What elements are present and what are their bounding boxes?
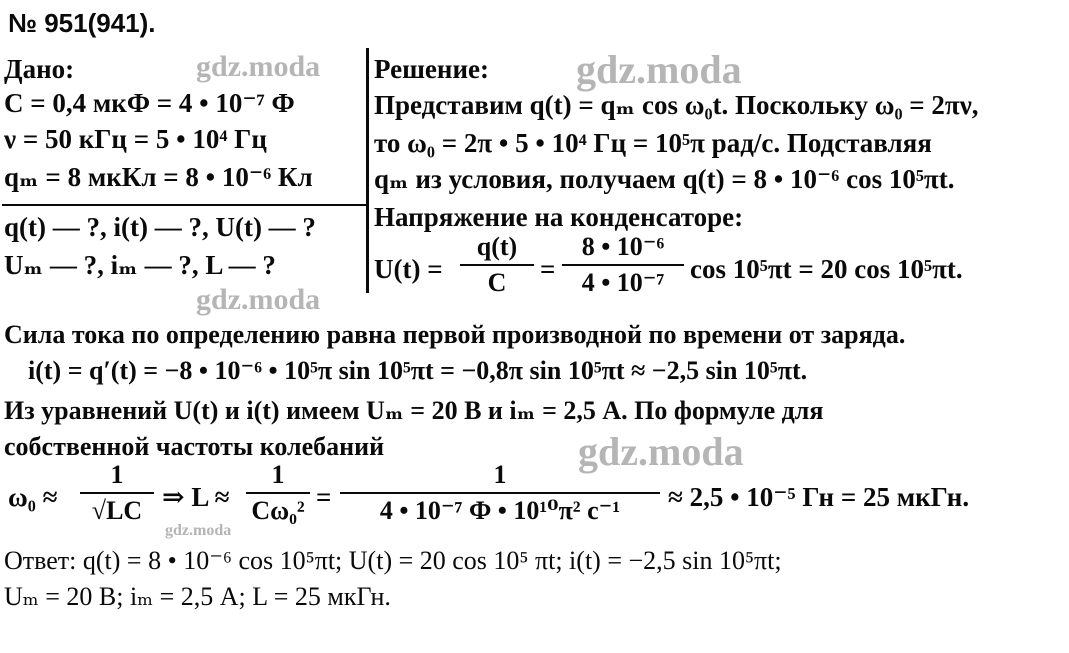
ind-frac2-num: 1	[271, 460, 285, 489]
voltage-frac1-den: C	[487, 268, 507, 297]
watermark: gdz.moda	[576, 47, 742, 92]
voltage-lhs: U(t) =	[374, 254, 443, 284]
ind-frac3-den: 4 • 10⁻⁷ Ф • 10¹⁰π² с⁻¹	[379, 496, 621, 525]
given-frequency: ν = 50 кГц = 5 • 10⁴ Гц	[4, 124, 267, 154]
fraction-bar	[460, 264, 534, 266]
given-capacitance: C = 0,4 мкФ = 4 • 10⁻⁷ Ф	[4, 88, 295, 118]
voltage-frac2-den: 4 • 10⁻⁷	[581, 268, 665, 297]
ind-frac2-den: Cω₀²	[251, 496, 305, 525]
voltage-fraction-2	[562, 232, 684, 298]
solution-label: Решение:	[374, 54, 489, 84]
watermark: gdz.moda	[196, 283, 321, 316]
ind-frac1-num: 1	[110, 460, 124, 489]
inductance-implies: ⇒ L ≈	[162, 482, 230, 512]
current-intro: Сила тока по определению равна первой производной по времени от заряда.	[4, 320, 906, 349]
voltage-rest: cos 10⁵πt = 20 cos 10⁵πt.	[690, 254, 963, 284]
column-divider	[366, 48, 369, 293]
watermark: gdz.moda	[196, 50, 321, 83]
find-line-2: Uₘ — ?, iₘ — ?, L — ?	[4, 250, 276, 280]
voltage-frac1-num: q(t)	[476, 232, 518, 261]
inductance-fraction-3	[340, 460, 660, 526]
amplitudes-line-1: Из уравнений U(t) и i(t) имеем Uₘ = 20 В и iₘ = 2,5 А. По формуле для	[4, 396, 824, 425]
solution-line-2: то ω₀ = 2π • 5 • 10⁴ Гц = 10⁵π рад/с. Подставляя	[374, 128, 932, 158]
inductance-omega: ω₀ ≈	[8, 482, 58, 512]
given-label: Дано:	[4, 54, 75, 84]
solution-line-1: Представим q(t) = qₘ cos ω₀t. Поскольку ω₀ = 2πν,	[374, 90, 979, 120]
answer-line-2: Uₘ = 20 В; iₘ = 2,5 А; L = 25 мкГн.	[4, 582, 391, 611]
ind-frac3-num: 1	[493, 460, 507, 489]
inductance-fraction-1	[80, 460, 154, 526]
amplitudes-line-2: собственной частоты колебаний	[4, 432, 385, 461]
problem-number: № 951(941).	[8, 8, 156, 38]
solution-line-4: Напряжение на конденсаторе:	[374, 202, 744, 232]
watermark: gdz.moda	[578, 429, 744, 474]
inductance-eq: =	[316, 482, 332, 512]
given-divider	[2, 204, 366, 206]
voltage-fraction-1	[460, 232, 534, 298]
fraction-bar	[246, 492, 310, 494]
watermark: gdz.moda	[165, 522, 232, 539]
inductance-result: ≈ 2,5 • 10⁻⁵ Гн = 25 мкГн.	[668, 482, 970, 512]
voltage-eq: =	[540, 254, 556, 284]
fraction-bar	[340, 492, 660, 494]
inductance-fraction-2	[246, 460, 310, 526]
ind-frac1-den: √LC	[91, 496, 143, 525]
fraction-bar	[80, 492, 154, 494]
solution-line-3: qₘ из условия, получаем q(t) = 8 • 10⁻⁶ cos 10⁵πt.	[374, 164, 955, 194]
find-line-1: q(t) — ?, i(t) — ?, U(t) — ?	[4, 212, 316, 242]
current-formula: i(t) = q′(t) = −8 • 10⁻⁶ • 10⁵π sin 10⁵πt = −0,8π sin 10⁵πt ≈ −2,5 sin 10⁵πt.	[28, 356, 808, 385]
answer-line-1: Ответ: q(t) = 8 • 10⁻⁶ cos 10⁵πt; U(t) = 20 cos 10⁵ πt; i(t) = −2,5 sin 10⁵πt;	[4, 546, 782, 575]
voltage-frac2-num: 8 • 10⁻⁶	[581, 232, 665, 261]
given-charge: qₘ = 8 мкКл = 8 • 10⁻⁶ Кл	[4, 162, 313, 192]
fraction-bar	[562, 264, 684, 266]
